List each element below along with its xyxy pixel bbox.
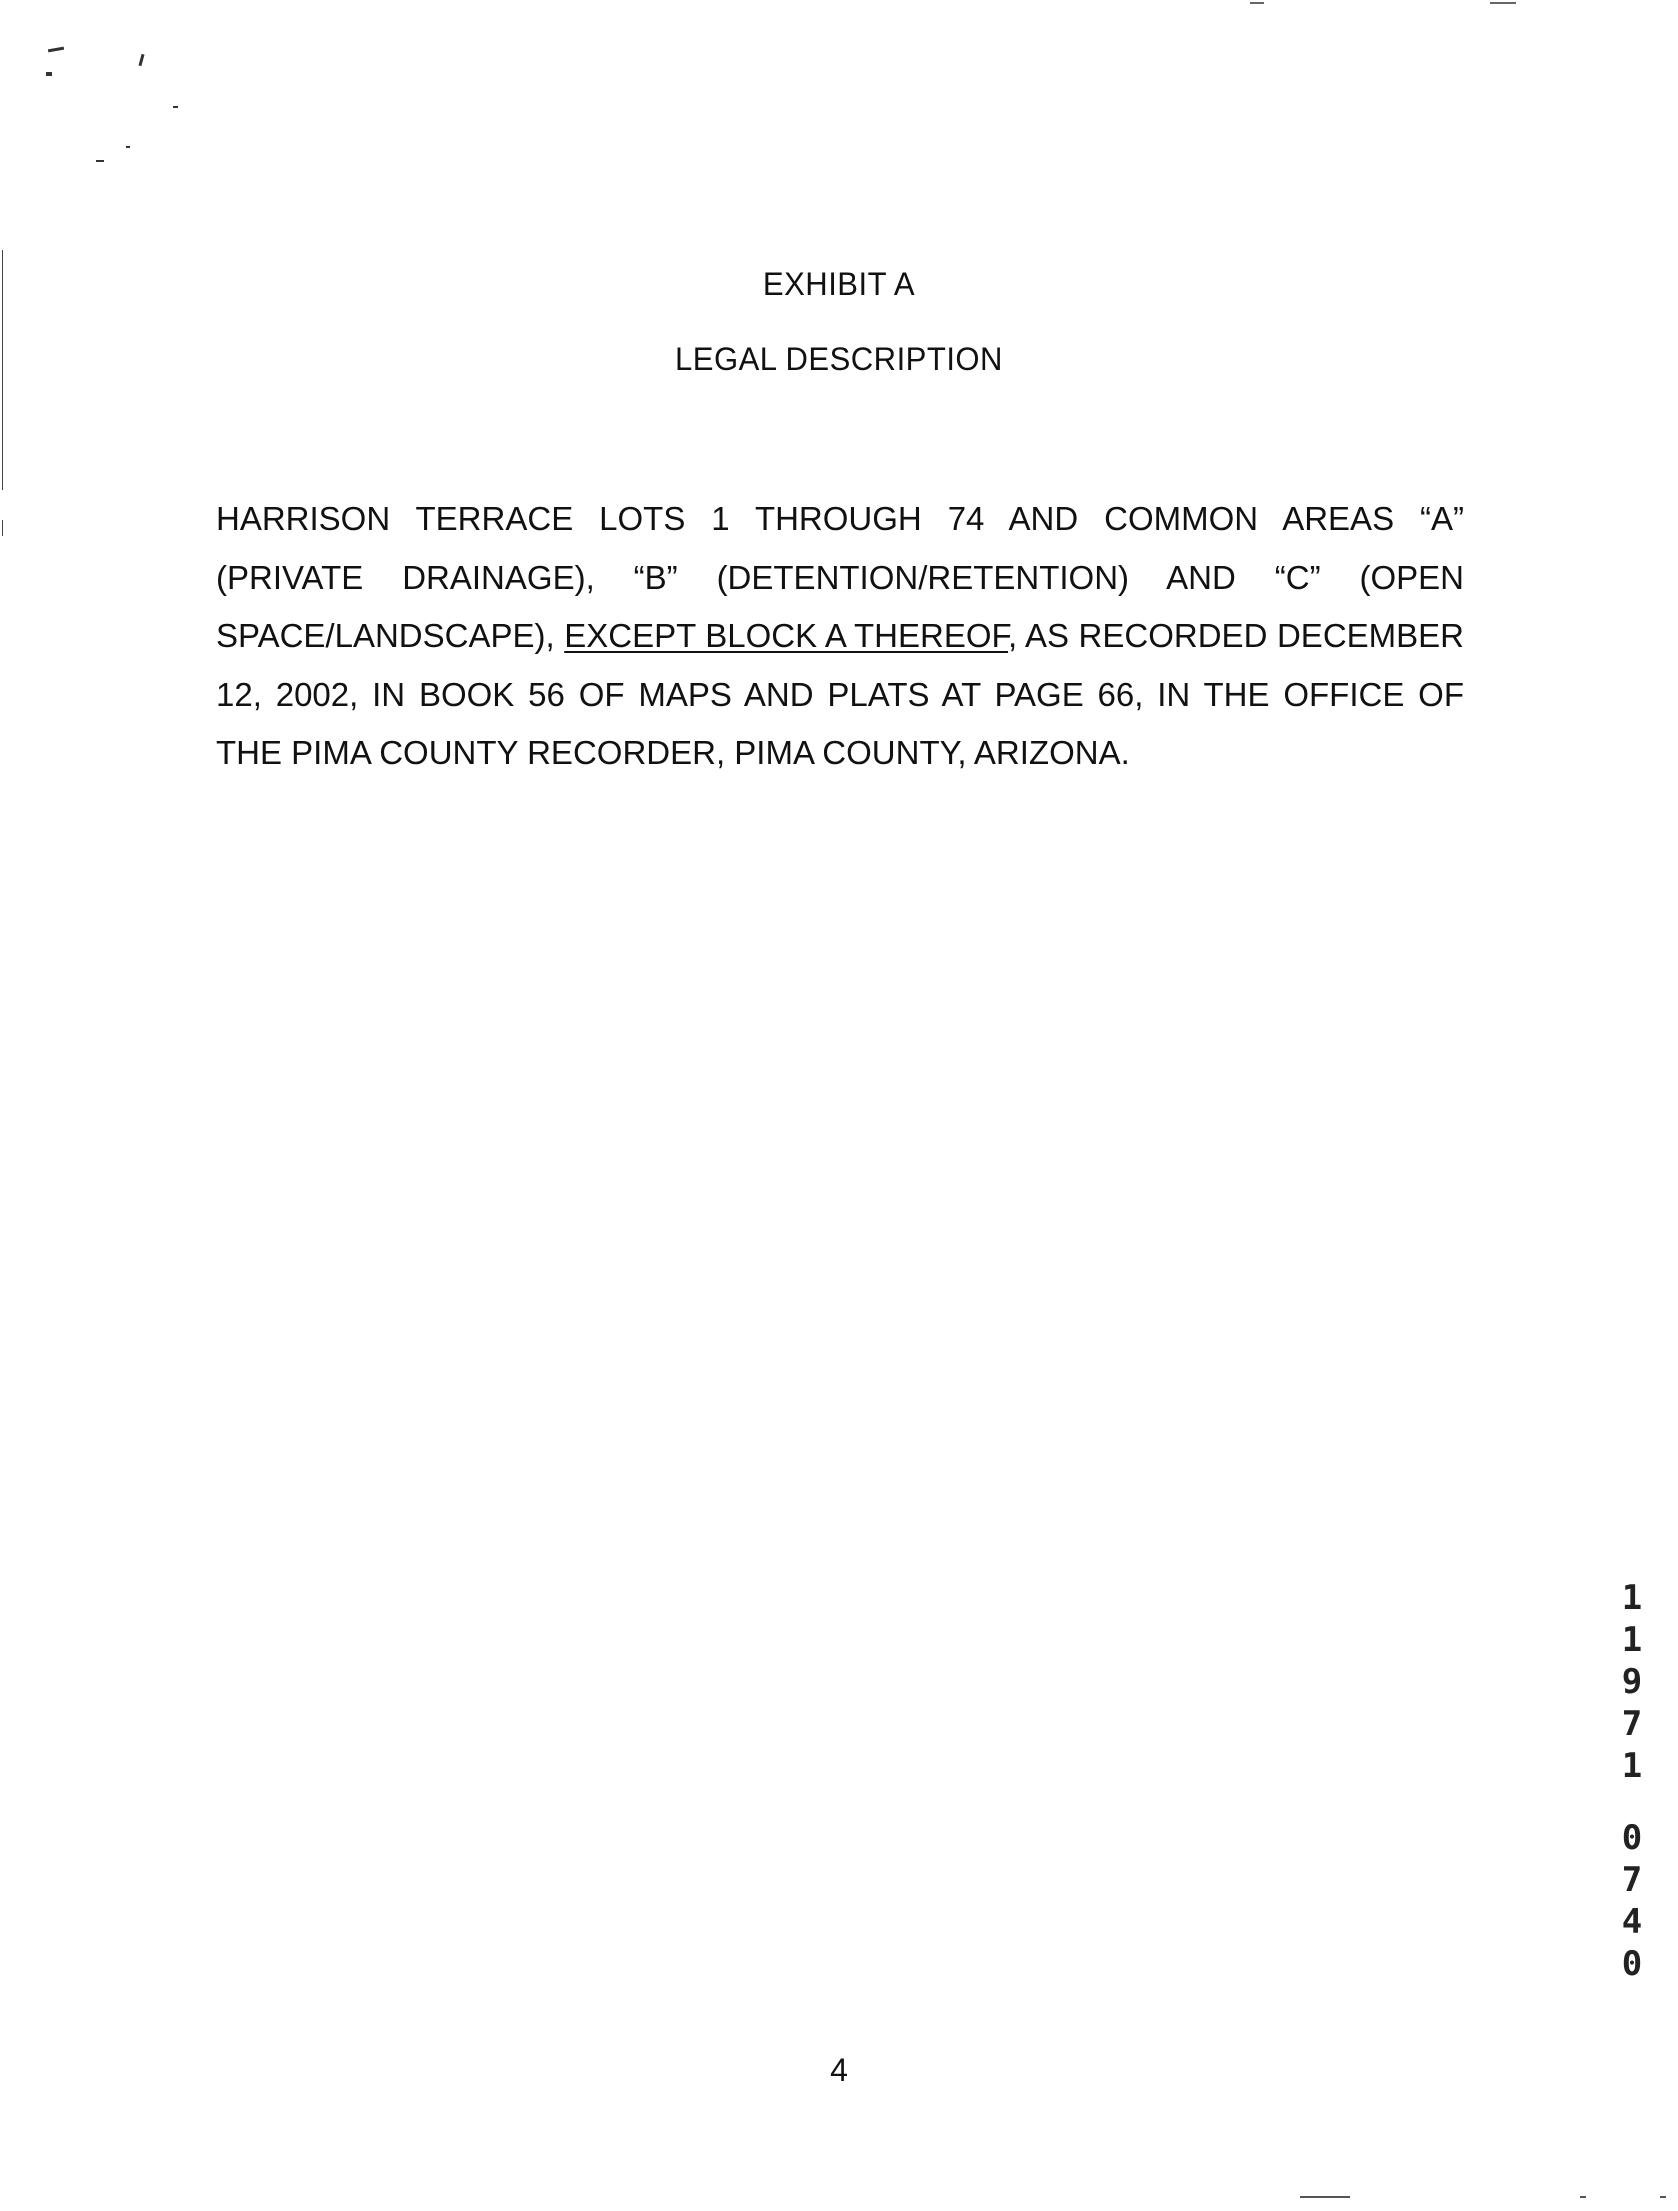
scan-margin-line (2, 520, 3, 536)
scan-mark (173, 106, 178, 108)
recording-digit: 1 (1621, 1746, 1643, 1786)
paragraph-text-part1: HARRISON TERRACE LOTS 1 THROUGH 74 AND COMMON AREAS “A” (PRIVATE DRAINAGE), “B” (DETENTION/RETENTION) AND “C” (OPEN SPACE/LANDSCAPE), (216, 500, 1464, 654)
page-number: 4 (830, 2052, 848, 2088)
paragraph-text-part2: , AS RECORDED DECEMBER 12, 2002, IN BOOK 56 OF MAPS AND PLATS AT PAGE 66, IN THE OFFICE OF THE PIMA COUNTY RECORDER, PIMA COUNTY, ARIZONA. (216, 617, 1465, 771)
scan-mark (1300, 2196, 1350, 2198)
recording-number-group-1 (1622, 1577, 1642, 1787)
legal-description-heading: LEGAL DESCRIPTION (675, 341, 1003, 377)
recording-digit: 1 (1621, 1578, 1643, 1618)
scan-mark (1250, 2, 1264, 4)
scan-mark (96, 160, 104, 162)
paragraph-underlined-text: EXCEPT BLOCK A THEREOF (564, 617, 1009, 654)
recording-digit: 9 (1621, 1662, 1643, 1702)
scan-mark (1660, 2196, 1666, 2198)
scan-mark (138, 54, 144, 66)
recording-digit: 1 (1621, 1620, 1643, 1660)
scan-mark (126, 146, 130, 148)
exhibit-heading: EXHIBIT A (762, 266, 916, 302)
recording-number-group-2 (1622, 1817, 1642, 1985)
scan-mark (1490, 2, 1516, 4)
scan-mark (48, 47, 64, 53)
scan-mark (46, 72, 52, 76)
recording-digit: 7 (1621, 1860, 1643, 1900)
recording-digit: 4 (1621, 1902, 1643, 1942)
recording-digit: 7 (1621, 1704, 1643, 1744)
legal-description-paragraph (216, 490, 1464, 783)
scan-margin-line (2, 250, 3, 490)
scan-mark (1580, 2196, 1586, 2198)
recording-digit: 0 (1621, 1818, 1643, 1858)
recording-number-stamp (1612, 1577, 1652, 1985)
recording-digit: 0 (1621, 1944, 1643, 1984)
